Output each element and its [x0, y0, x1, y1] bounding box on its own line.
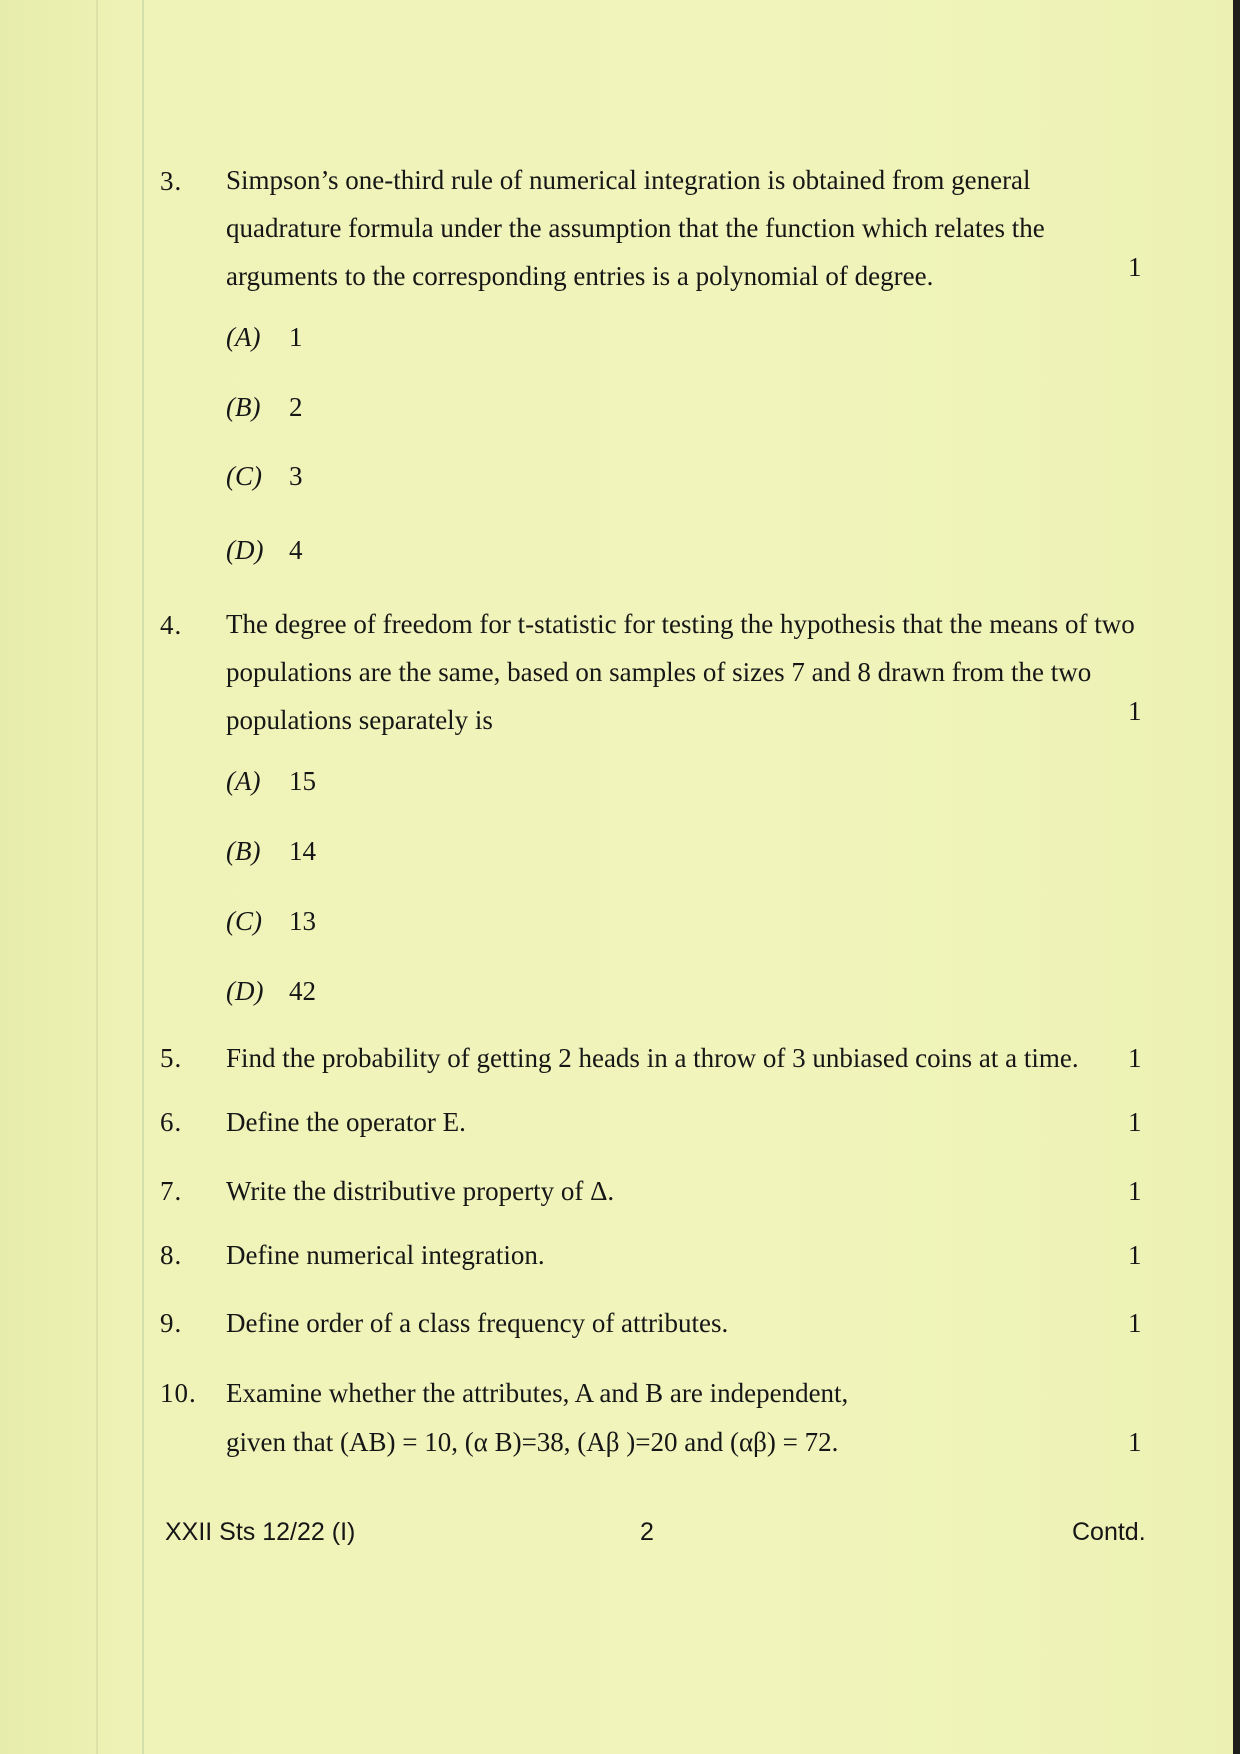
option-value: 15	[289, 766, 316, 796]
option-value: 1	[289, 322, 303, 352]
option-b	[226, 836, 316, 867]
option-label: (C)	[226, 461, 262, 491]
question-number: 5.	[160, 1043, 183, 1073]
question-number: 6.	[160, 1107, 183, 1137]
question-number: 7.	[160, 1176, 183, 1206]
option-value: 14	[289, 836, 316, 866]
option-c	[226, 461, 303, 492]
option-c	[226, 906, 316, 937]
scan-edge-line	[96, 0, 98, 1754]
question-text: The degree of freedom for t-statistic for testing the hypothesis that the means of two populations are the same, based on samples of sizes 7 and 8 drawn from the two populations separately is	[226, 609, 1135, 735]
option-label: (D)	[226, 535, 264, 565]
question-number: 9.	[160, 1308, 183, 1338]
option-b	[226, 392, 303, 423]
question-marks: 1	[1128, 1308, 1142, 1338]
question-marks: 1	[1128, 1427, 1142, 1457]
option-label: (D)	[226, 976, 264, 1006]
question-text: Find the probability of getting 2 heads in a throw of 3 unbiased coins at a time.	[226, 1043, 1079, 1073]
option-label: (C)	[226, 906, 262, 936]
question-marks: 1	[1128, 696, 1142, 726]
margin-line	[142, 0, 144, 1754]
question-marks: 1	[1128, 1107, 1142, 1137]
option-value: 13	[289, 906, 316, 936]
continued-label: Contd.	[1072, 1518, 1146, 1546]
option-a	[226, 322, 303, 353]
option-label: (A)	[226, 766, 261, 796]
option-value: 42	[289, 976, 316, 1006]
question-marks: 1	[1128, 252, 1142, 282]
question-text: Define order of a class frequency of attributes.	[226, 1308, 729, 1338]
option-label: (B)	[226, 392, 261, 422]
option-d	[226, 535, 303, 566]
paper-code: XXII Sts 12/22 (I)	[165, 1518, 356, 1546]
question-number: 4.	[160, 610, 183, 640]
question-marks: 1	[1128, 1043, 1142, 1073]
question-text: Write the distributive property of Δ.	[226, 1176, 615, 1206]
option-value: 3	[289, 461, 303, 491]
option-a	[226, 766, 316, 797]
page-number: 2	[640, 1518, 654, 1546]
question-text-line-1: Examine whether the attributes, A and B are independent,	[226, 1378, 849, 1408]
option-label: (A)	[226, 322, 261, 352]
option-value: 2	[289, 392, 303, 422]
question-text-line-2: given that (AB) = 10, (α B)=38, (Aβ )=20 and (αβ) = 72.	[226, 1427, 839, 1457]
scan-border	[1233, 0, 1240, 1754]
question-text: Define the operator E.	[226, 1107, 466, 1137]
question-number: 3.	[160, 166, 183, 196]
question-text: Simpson’s one-third rule of numerical integration is obtained from general quadrature formula under the assumption that the function which relates the arguments to the corresponding entries is a polynomial of degree.	[226, 165, 1045, 291]
option-value: 4	[289, 535, 303, 565]
option-label: (B)	[226, 836, 261, 866]
question-marks: 1	[1128, 1176, 1142, 1206]
question-number: 8.	[160, 1240, 183, 1270]
question-marks: 1	[1128, 1240, 1142, 1270]
question-text: Define numerical integration.	[226, 1240, 545, 1270]
option-d	[226, 976, 316, 1007]
question-number: 10.	[160, 1378, 197, 1408]
